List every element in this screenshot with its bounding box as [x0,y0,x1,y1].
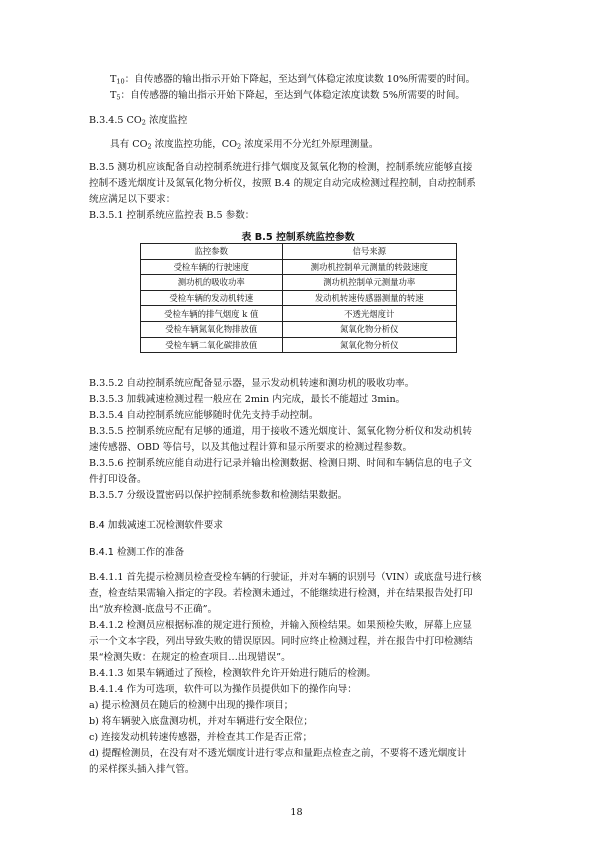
table-cell: 氮氧化物分析仪 [282,337,456,353]
t5-definition: $T_5$：自传感器的输出指示开始下降起，至达到气体稳定浓度读数 5%所需要的时间。 [110,90,466,102]
table-row [141,290,457,306]
table-cell: 受检车辆二氧化碳排放值 [141,337,283,353]
section-b345-heading: B.3.4.5 $CO_2$ 浓度监控 [89,115,188,127]
list-item: d) 提醒检测员，在没有对不透光烟度计进行零点和量距点检查之前，不要将不透光烟度计 [89,748,467,759]
paragraph-line: B.4.1.3 如果车辆通过了预检，检测软件允许开始进行随后的检测。 [89,668,376,679]
table-header-cell: 监控参数 [141,244,283,260]
paragraph-line: 速传感器、OBD 等信号，以及其他过程计算和显示所要求的检测过程参数。 [89,442,413,453]
table-cell: 受检车辆的行驶速度 [141,259,283,275]
table-row [141,275,457,291]
paragraph-line: 查，检查结果需输入指定的字段。若检测未通过，不能继续进行检测，并在结果报告处打印 [89,588,473,599]
page-number: 18 [290,807,303,818]
paragraph-line: 果“检测失败：在规定的检查项目…出现错误”。 [89,652,291,663]
list-item: a) 提示检测员在随后的检测中出现的操作项目； [89,700,294,711]
paragraph-line: 出“放弃检测-底盘号不正确”。 [89,604,218,615]
table-cell: 受检车辆氮氧化物排放值 [141,321,283,337]
table-header-row [141,244,457,260]
paragraph-line: B.3.5.3 加载减速检测过程一般应在 2min 内完成，最长不能超过 3min。 [89,394,406,405]
table-cell: 氮氧化物分析仪 [282,321,456,337]
list-item: b) 将车辆驶入底盘测功机，并对车辆进行安全限位； [89,716,313,727]
paragraph-line: 控制不透光烟度计及氮氧化物分析仪，按照 B.4 的规定自动完成检测过程控制，自动控制系 [89,178,476,189]
table-cell: 发动机转速传感器测量的转速 [282,290,456,306]
paragraph-line: B.3.5.6 控制系统应能自动进行记录并输出检测数据、检测日期、时间和车辆信息的电子文 [89,458,472,469]
table-cell: 不透光烟度计 [282,306,456,322]
paragraph-line: 件打印设备。 [89,474,147,485]
paragraph-line: B.4.1.2 检测员应根据标准的规定进行预检，并输入预检结果。如果预检失败，屏幕上应显 [89,620,472,631]
table-row [141,337,457,353]
section-b4-heading: B.4 加载减速工况检测软件要求 [89,520,223,531]
paragraph-line: B.4.1.4 作为可选项，软件可以为操作员提供如下的操作向导： [89,684,357,695]
t10-definition: $T_{10}$：自传感器的输出指示开始下降起，至达到气体稳定浓度读数 10%所需要的时间。 [110,74,476,86]
list-item: c) 连接发动机转速传感器，并检查其工作是否正常； [89,732,313,743]
paragraph-line: B.3.5.5 控制系统应配有足够的通道，用于接收不透光烟度计、氮氧化物分析仪和发动机转 [89,426,472,437]
paragraph-line: 示一个文本字段，列出导致失败的错误原因。同时应终止检测过程，并在报告中打印检测结 [89,636,473,647]
paragraph-line: B.4.1.1 首先提示检测员检查受检车辆的行驶证，并对车辆的识别号（VIN）或底盘号进行核 [89,572,482,583]
section-b345-body: 具有 $CO_2$ 浓度监控功能，$CO_2$ 浓度采用不分光红外原理测量。 [110,139,379,151]
table-cell: 受检车辆的发动机转速 [141,290,283,306]
table-caption: 表 B.5 控制系统监控参数 [241,232,355,243]
table-cell: 测功机的吸收功率 [141,275,283,291]
paragraph-line: B.3.5 测功机应该配备自动控制系统进行排气烟度及氮氧化物的检测，控制系统应能够直接 [89,162,473,173]
paragraph-line: 统应满足以下要求： [89,194,176,205]
list-item: 的采样探头插入排气管。 [89,764,195,775]
table-header-cell: 信号来源 [282,244,456,260]
table-cell: 测功机控制单元测量功率 [282,275,456,291]
table-row [141,306,457,322]
table-row [141,259,457,275]
paragraph-line: B.3.5.4 自动控制系统应能够随时优先支持手动控制。 [89,410,319,421]
table-cell: 测功机控制单元测量的转鼓速度 [282,259,456,275]
table-row [141,321,457,337]
table-cell: 受检车辆的排气烟度 k 值 [141,306,283,322]
paragraph-line: B.3.5.7 分级设置密码以保护控制系统参数和检测结果数据。 [89,490,348,501]
section-b41-heading: B.4.1 检测工作的准备 [89,547,185,558]
paragraph-line: B.3.5.2 自动控制系统应配备显示器，显示发动机转速和测功机的吸收功率。 [89,378,415,389]
monitoring-parameters-table [140,243,457,353]
paragraph-line: B.3.5.1 控制系统应监控表 B.5 参数： [89,210,255,221]
